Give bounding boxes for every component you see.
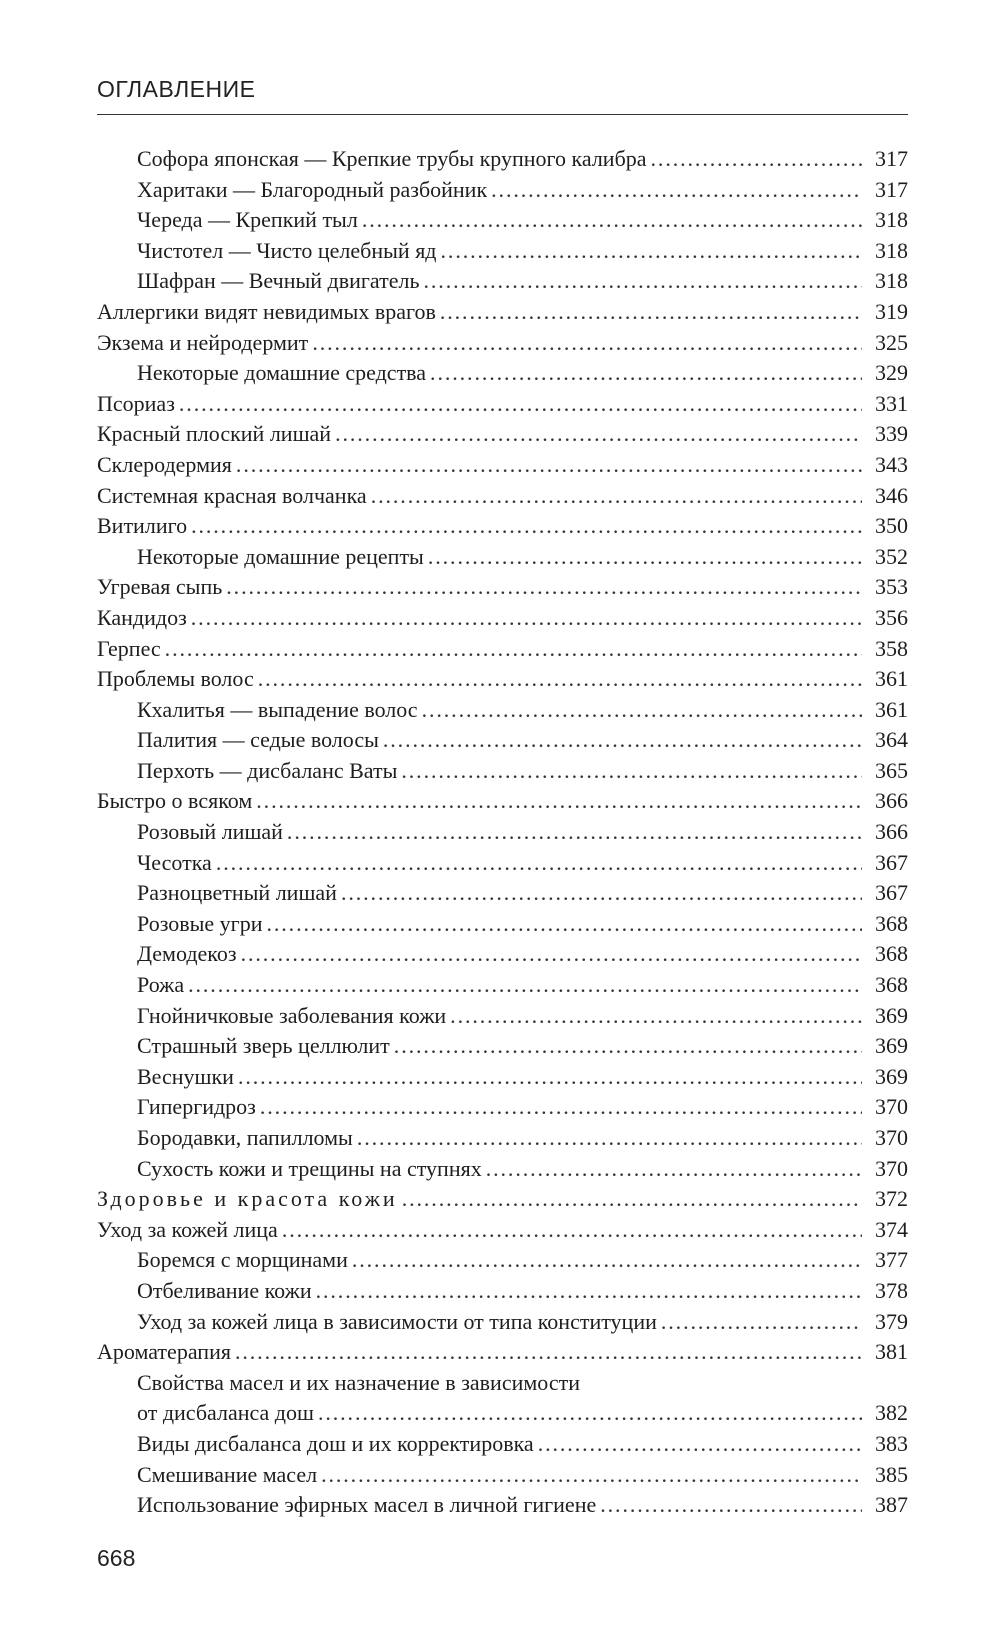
- leader-dots: [661, 1307, 862, 1338]
- toc-entry-page: 339: [875, 421, 908, 447]
- toc-entry-title: Быстро о всяком: [97, 788, 253, 814]
- toc-entry: [97, 572, 908, 603]
- toc-entry: [97, 603, 908, 634]
- toc-entry-title: Чесотка: [137, 849, 212, 875]
- leader-dots: [266, 909, 862, 940]
- toc-entry: [97, 175, 908, 206]
- leader-dots: [188, 970, 862, 1001]
- toc-entry-page: 377: [875, 1247, 908, 1273]
- toc-entry-page: 383: [875, 1430, 908, 1456]
- toc-entry-title: Склеродермия: [97, 451, 232, 477]
- toc-entry: [97, 1184, 908, 1215]
- toc-entry-page: 364: [875, 727, 908, 753]
- leader-dots: [428, 542, 862, 573]
- toc-entry: [97, 786, 908, 817]
- toc-entry-page: 366: [875, 819, 908, 845]
- page-number: 668: [97, 1545, 136, 1571]
- leader-dots: [402, 1184, 862, 1215]
- leader-dots: [316, 1276, 862, 1307]
- leader-dots: [335, 419, 862, 450]
- leader-dots: [357, 1123, 862, 1154]
- toc-entry: [97, 1031, 908, 1062]
- toc-entry-title: Харитаки — Благородный разбойник: [137, 176, 488, 202]
- toc-entry: [97, 481, 908, 512]
- leader-dots: [256, 786, 862, 817]
- toc-entry: [97, 695, 908, 726]
- toc-entry-title: Череда — Крепкий тыл: [137, 207, 358, 233]
- toc-entry: [97, 909, 908, 940]
- toc-entry-page: 381: [875, 1339, 908, 1365]
- leader-dots: [241, 939, 862, 970]
- toc-entry-page: 370: [875, 1125, 908, 1150]
- leader-dots: [651, 144, 862, 175]
- leader-dots: [383, 725, 862, 756]
- toc-entry-title: Псориаз: [97, 390, 175, 416]
- toc-entry-page: 374: [875, 1216, 908, 1242]
- leader-dots: [538, 1429, 862, 1460]
- toc-entry: [97, 1001, 908, 1032]
- leader-dots: [440, 297, 862, 328]
- toc-entry: [97, 848, 908, 879]
- toc-entry-title: Веснушки: [137, 1063, 234, 1089]
- toc-entry-title: Разноцветный лишай: [137, 880, 337, 906]
- toc-entry-title: Проблемы волос: [97, 666, 254, 692]
- toc-entry: [97, 1092, 908, 1123]
- toc-entry-page: 367: [875, 880, 908, 906]
- toc-entry-continued: [97, 1368, 908, 1399]
- toc-entry-title: Боремся с морщинами: [137, 1247, 348, 1273]
- leader-dots: [321, 1460, 862, 1491]
- toc-entry: [97, 419, 908, 450]
- leader-dots: [362, 205, 862, 236]
- leader-dots: [179, 389, 862, 420]
- toc-entry-title: Смешивание масел: [137, 1461, 318, 1487]
- toc-entry-title: Перхоть — дисбаланс Ваты: [137, 757, 398, 783]
- leader-dots: [191, 603, 862, 634]
- leader-dots: [191, 511, 862, 542]
- toc-entry: [97, 1429, 908, 1460]
- toc-entry-title: Демодекоз: [137, 941, 237, 967]
- toc-entry-title: Свойства масел и их назначение в зависимости: [137, 1369, 580, 1395]
- leader-dots: [441, 236, 862, 267]
- toc-entry: [97, 725, 908, 756]
- toc-entry-page: 369: [875, 1033, 908, 1059]
- toc-entry-page: 368: [875, 910, 908, 936]
- toc-entry: [97, 205, 908, 236]
- toc-entry-page: 319: [875, 298, 908, 324]
- toc-entry-title: Розовые угри: [137, 910, 263, 936]
- toc-entry: [97, 328, 908, 359]
- toc-entry-page: 346: [875, 482, 908, 508]
- toc-entry-title: Системная красная волчанка: [97, 482, 367, 508]
- toc-entry-title: Гнойничковые заболевания кожи: [137, 1002, 447, 1028]
- leader-dots: [236, 450, 862, 481]
- toc-entry-page: 361: [875, 666, 908, 692]
- toc-entry-title: Уход за кожей лица: [97, 1216, 278, 1242]
- toc-entry-title: Использование эфирных масел в личной гигиене: [137, 1492, 597, 1518]
- toc-entry-title: Шафран — Вечный двигатель: [137, 268, 420, 294]
- toc-entry: [97, 144, 908, 175]
- leader-dots: [312, 328, 862, 359]
- toc-entry-page: 318: [875, 207, 908, 233]
- toc-entry-page: 318: [875, 268, 908, 294]
- toc-entry: [97, 1460, 908, 1491]
- header-rule: [97, 114, 908, 115]
- toc-entry-page: 367: [875, 849, 908, 875]
- toc-entry: [97, 450, 908, 481]
- leader-dots: [318, 1398, 862, 1429]
- toc-entry: [97, 358, 908, 389]
- leader-dots: [430, 358, 862, 389]
- toc-entry-page: 352: [875, 543, 908, 569]
- toc-entry-title: Герпес: [97, 635, 161, 661]
- toc-entry: [97, 1337, 908, 1368]
- leader-dots: [401, 756, 862, 787]
- toc-entry-title: Экзема и нейродермит: [97, 329, 309, 355]
- leader-dots: [282, 1215, 862, 1246]
- toc-entry-title: Здоровье и красота кожи: [97, 1186, 398, 1212]
- leader-dots: [352, 1245, 862, 1276]
- toc-entry-page: 317: [875, 146, 908, 171]
- toc-entry: [97, 1398, 908, 1429]
- toc-entry-title: Некоторые домашние рецепты: [137, 543, 424, 569]
- leader-dots: [258, 664, 862, 695]
- toc-entry-title: Сухость кожи и трещины на ступнях: [137, 1155, 482, 1181]
- toc-entry: [97, 1062, 908, 1093]
- table-of-contents: [97, 144, 908, 1521]
- toc-entry-title: Кандидоз: [97, 604, 187, 630]
- toc-entry: [97, 266, 908, 297]
- toc-entry: [97, 664, 908, 695]
- running-header: ОГЛАВЛЕНИЕ: [97, 76, 256, 102]
- toc-entry-page: 350: [875, 513, 908, 539]
- toc-entry-title: Розовый лишай: [137, 819, 283, 845]
- toc-entry: [97, 542, 908, 573]
- toc-entry-page: 343: [875, 451, 908, 477]
- leader-dots: [226, 572, 862, 603]
- toc-entry-title: Уход за кожей лица в зависимости от типа конституции: [137, 1308, 657, 1334]
- toc-entry-page: 325: [875, 329, 908, 355]
- leader-dots: [235, 1337, 862, 1368]
- toc-entry-title: Софора японская — Крепкие трубы крупного калибра: [137, 146, 647, 171]
- leader-dots: [486, 1154, 862, 1185]
- toc-entry-page: 387: [875, 1492, 908, 1518]
- toc-entry-page: 379: [875, 1308, 908, 1334]
- toc-entry: [97, 970, 908, 1001]
- toc-entry-title: Угревая сыпь: [97, 574, 223, 600]
- toc-entry-title: Рожа: [137, 972, 185, 998]
- toc-entry-page: 368: [875, 972, 908, 998]
- toc-entry-title: Аллергики видят невидимых врагов: [97, 298, 436, 324]
- toc-entry-page: 318: [875, 237, 908, 263]
- toc-entry-title: Страшный зверь целлюлит: [137, 1033, 390, 1059]
- leader-dots: [260, 1092, 862, 1123]
- toc-entry: [97, 511, 908, 542]
- toc-entry: [97, 878, 908, 909]
- toc-entry-page: 317: [875, 176, 908, 202]
- toc-entry-page: 372: [875, 1186, 908, 1212]
- toc-entry: [97, 634, 908, 665]
- toc-entry-page: 369: [875, 1002, 908, 1028]
- toc-entry-page: 365: [875, 757, 908, 783]
- leader-dots: [424, 266, 863, 297]
- leader-dots: [600, 1490, 862, 1521]
- toc-entry: [97, 756, 908, 787]
- toc-entry-title: Бородавки, папилломы: [137, 1125, 353, 1150]
- leader-dots: [238, 1062, 862, 1093]
- toc-entry: [97, 1123, 908, 1154]
- leader-dots: [371, 481, 862, 512]
- toc-entry: [97, 1215, 908, 1246]
- leader-dots: [165, 634, 862, 665]
- leader-dots: [491, 175, 862, 206]
- toc-entry-title: Палития — седые волосы: [137, 727, 379, 753]
- leader-dots: [287, 817, 862, 848]
- toc-entry: [97, 1307, 908, 1338]
- toc-entry-page: 382: [875, 1400, 908, 1426]
- toc-entry-title: Некоторые домашние средства: [137, 360, 427, 386]
- toc-entry: [97, 297, 908, 328]
- toc-entry-page: 366: [875, 788, 908, 814]
- toc-entry-title: Кхалитья — выпадение волос: [137, 696, 418, 722]
- toc-entry-title: Красный плоский лишай: [97, 421, 332, 447]
- toc-entry-title: Витилиго: [97, 513, 188, 539]
- toc-entry-page: 369: [875, 1063, 908, 1089]
- toc-entry-page: 331: [875, 390, 908, 416]
- toc-entry-page: 385: [875, 1461, 908, 1487]
- toc-entry-page: 378: [875, 1277, 908, 1303]
- toc-entry-page: 370: [875, 1155, 908, 1181]
- toc-entry-title: Отбеливание кожи: [137, 1277, 312, 1303]
- leader-dots: [394, 1031, 862, 1062]
- toc-entry-page: 368: [875, 941, 908, 967]
- toc-entry-page: 356: [875, 604, 908, 630]
- toc-entry: [97, 939, 908, 970]
- toc-entry: [97, 1245, 908, 1276]
- leader-dots: [216, 848, 862, 879]
- toc-entry-title: от дисбаланса дош: [137, 1400, 314, 1426]
- toc-entry-title: Ароматерапия: [97, 1339, 231, 1365]
- toc-entry: [97, 817, 908, 848]
- toc-entry-page: 361: [875, 696, 908, 722]
- toc-entry-page: 358: [875, 635, 908, 661]
- toc-entry-title: Виды дисбаланса дош и их корректировка: [137, 1430, 534, 1456]
- toc-entry-page: 353: [875, 574, 908, 600]
- toc-entry: [97, 1276, 908, 1307]
- leader-dots: [341, 878, 862, 909]
- toc-entry: [97, 236, 908, 267]
- toc-entry: [97, 389, 908, 420]
- leader-dots: [422, 695, 862, 726]
- toc-entry: [97, 1490, 908, 1521]
- toc-entry-page: 370: [875, 1094, 908, 1120]
- toc-entry-title: Гипергидроз: [137, 1094, 256, 1120]
- toc-entry-page: 329: [875, 360, 908, 386]
- leader-dots: [450, 1001, 862, 1032]
- toc-entry-title: Чистотел — Чисто целебный яд: [137, 237, 437, 263]
- toc-entry: [97, 1154, 908, 1185]
